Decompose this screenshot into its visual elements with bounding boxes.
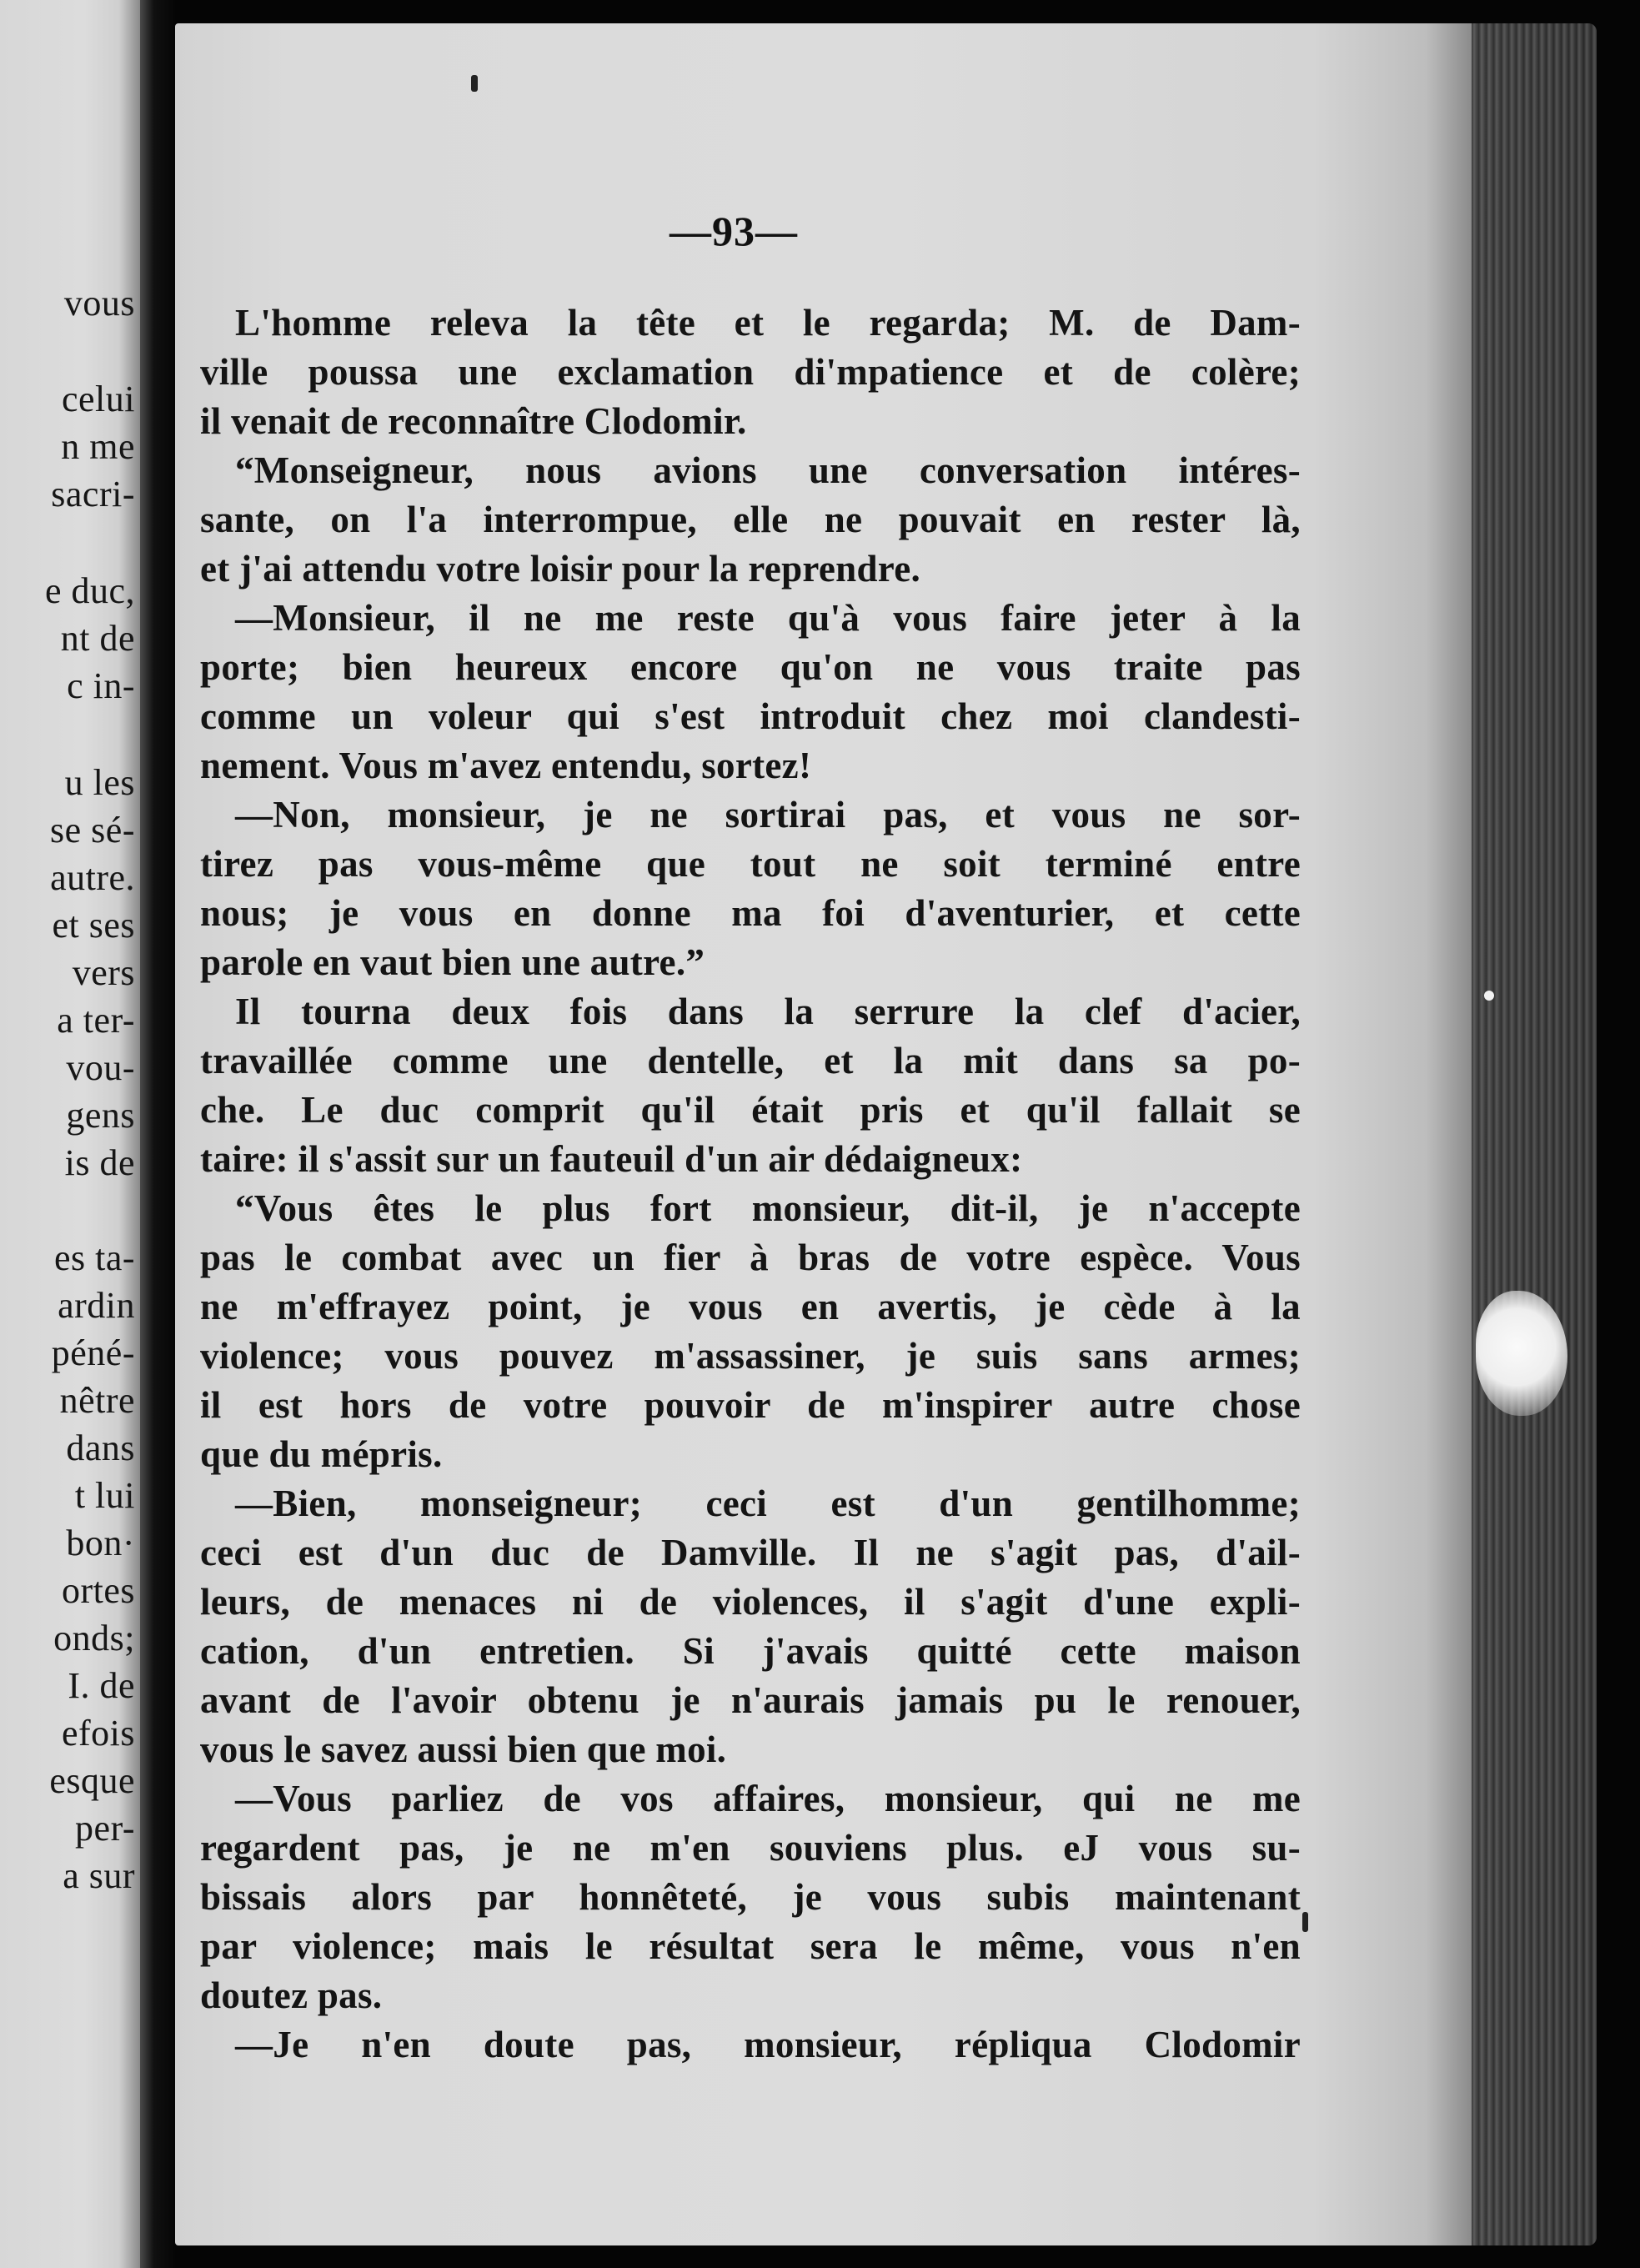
left-page-line: esque xyxy=(49,1760,135,1801)
left-page-line: efois xyxy=(61,1713,135,1754)
text-line: tirez pas vous-même que tout ne soit terminé entre xyxy=(200,843,1301,885)
left-page-fragment xyxy=(0,0,140,2268)
text-line: taire: il s'assit sur un fauteuil d'un air dédaigneux: xyxy=(200,1138,1023,1180)
left-page-line: gens xyxy=(66,1095,135,1136)
left-page-line: onds; xyxy=(53,1618,135,1658)
left-page-line: e duc, xyxy=(44,570,135,611)
page-body-text xyxy=(200,299,1301,2070)
left-page-line: vers xyxy=(72,952,135,993)
left-page-line: vou- xyxy=(66,1047,135,1088)
left-page-line: u les xyxy=(64,762,135,803)
left-page-line: péné- xyxy=(51,1332,135,1373)
text-line: —Vous parliez de vos affaires, monsieur, qui ne me xyxy=(235,1778,1301,1819)
text-line: il est hors de votre pouvoir de m'inspirer autre chose xyxy=(200,1384,1301,1426)
left-page-line: sacri- xyxy=(51,474,135,514)
left-page-line: et ses xyxy=(52,905,135,946)
paper-speck xyxy=(1484,991,1494,1001)
text-line: parole en vaut bien une autre.” xyxy=(200,941,705,983)
text-line: leurs, de menaces ni de violences, il s'agit d'une expli- xyxy=(200,1581,1301,1623)
left-page-line: per- xyxy=(75,1808,135,1849)
left-page-line: t lui xyxy=(74,1475,135,1516)
text-line: avant de l'avoir obtenu je n'aurais jamais pu le renouer, xyxy=(200,1679,1301,1721)
text-line: —Non, monsieur, je ne sortirai pas, et vous ne sor- xyxy=(235,794,1301,835)
text-line: “Monseigneur, nous avions une conversation intéres- xyxy=(235,449,1301,491)
text-line: sante, on l'a interrompue, elle ne pouvait en rester là, xyxy=(200,499,1301,540)
text-line: vous le savez aussi bien que moi. xyxy=(200,1729,727,1770)
text-line: et j'ai attendu votre loisir pour la reprendre. xyxy=(200,548,921,590)
text-line: cation, d'un entretien. Si j'avais quitté cette maison xyxy=(200,1630,1301,1672)
text-line: pas le combat avec un fier à bras de votre espèce. Vous xyxy=(200,1237,1301,1278)
left-page-line: ortes xyxy=(61,1570,135,1611)
text-line: bissais alors par honnêteté, je vous subis maintenant xyxy=(200,1876,1301,1918)
left-page-line: se sé- xyxy=(50,810,135,850)
text-line: doutez pas. xyxy=(200,1974,383,2016)
left-page-line: c in- xyxy=(67,665,135,706)
left-page-line: nt de xyxy=(60,618,135,659)
text-line: —Je n'en doute pas, monsieur, répliqua Clodomir xyxy=(235,2024,1301,2065)
text-line: ne m'effrayez point, je vous en avertis, je cède à la xyxy=(200,1286,1301,1327)
left-page-line: nêtre xyxy=(59,1380,135,1421)
left-page-line: ardin xyxy=(58,1285,135,1326)
text-line: che. Le duc comprit qu'il était pris et qu'il fallait se xyxy=(200,1089,1301,1131)
left-page-line: dans xyxy=(66,1428,135,1468)
text-line: nous; je vous en donne ma foi d'aventurier, et cette xyxy=(200,892,1301,934)
left-page-line: celui xyxy=(61,379,135,419)
left-page-line: n me xyxy=(61,426,135,467)
text-line: L'homme releva la tête et le regarda; M. de Dam- xyxy=(235,302,1301,344)
text-line: il venait de reconnaître Clodomir. xyxy=(200,400,747,442)
text-line: regardent pas, je ne m'en souviens plus. eJ vous su- xyxy=(200,1827,1301,1869)
text-line: ceci est d'un duc de Damville. Il ne s'agit pas, d'ail- xyxy=(200,1532,1301,1573)
ink-speck xyxy=(471,75,478,92)
ink-speck xyxy=(1302,1912,1308,1932)
page-edges xyxy=(1472,23,1597,2245)
text-line: “Vous êtes le plus fort monsieur, dit-il, je n'accepte xyxy=(235,1187,1301,1229)
text-line: par violence; mais le résultat sera le même, vous n'en xyxy=(200,1925,1301,1967)
text-line: que du mépris. xyxy=(200,1433,443,1475)
left-page-line: a ter- xyxy=(57,1000,135,1041)
left-page-line: is de xyxy=(64,1142,135,1183)
left-page-line: a sur xyxy=(63,1855,135,1896)
text-line: violence; vous pouvez m'assassiner, je suis sans armes; xyxy=(200,1335,1301,1377)
book-gutter xyxy=(140,0,175,2268)
text-line: porte; bien heureux encore qu'on ne vous traite pas xyxy=(200,646,1301,688)
text-line: travaillée comme une dentelle, et la mit dans sa po- xyxy=(200,1040,1301,1081)
page-number: —93— xyxy=(670,208,798,254)
text-line: Il tourna deux fois dans la serrure la clef d'acier, xyxy=(235,991,1301,1032)
text-line: —Bien, monseigneur; ceci est d'un gentilhomme; xyxy=(235,1483,1301,1524)
left-page-line: I. de xyxy=(68,1665,135,1706)
left-page-line: autre. xyxy=(50,857,135,898)
text-line: nement. Vous m'avez entendu, sortez! xyxy=(200,745,812,786)
left-page-line: es ta- xyxy=(53,1237,135,1278)
text-line: —Monsieur, il ne me reste qu'à vous faire jeter à la xyxy=(235,597,1301,639)
book-page xyxy=(175,23,1597,2245)
left-page-line: vous xyxy=(63,283,135,324)
left-page-line: bon· xyxy=(66,1523,135,1563)
text-line: ville poussa une exclamation di'mpatience et de colère; xyxy=(200,351,1301,393)
text-line: comme un voleur qui s'est introduit chez moi clandesti- xyxy=(200,695,1301,737)
